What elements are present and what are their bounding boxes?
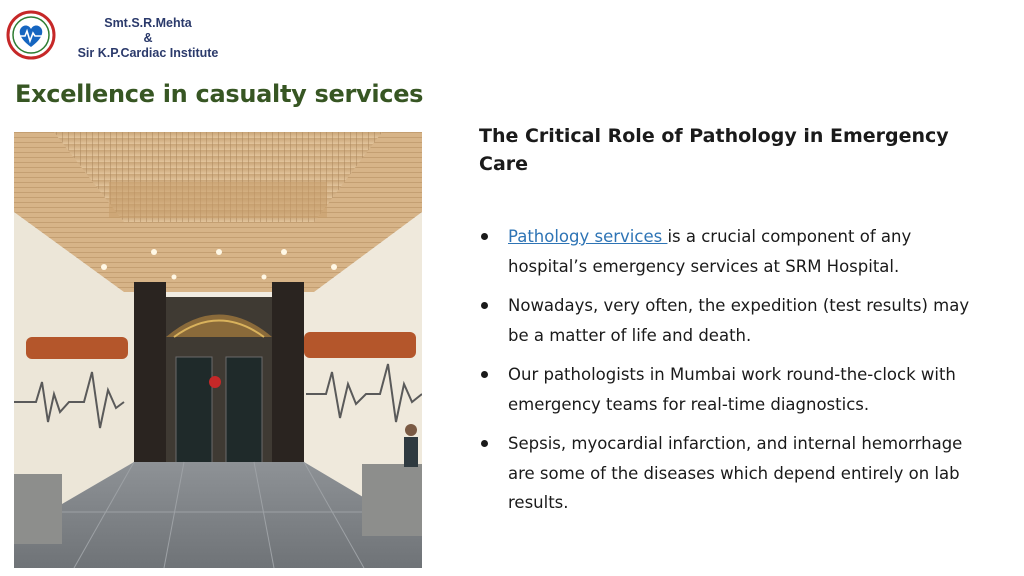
list-item	[478, 360, 978, 419]
institute-logo	[6, 10, 226, 62]
bullet-dot-icon	[481, 371, 488, 378]
logo-line-1: Smt.S.R.Mehta	[104, 16, 192, 30]
content-heading: The Critical Role of Pathology in Emergency Care	[479, 125, 949, 175]
bullet-text: Our pathologists in Mumbai work round-the-clock with emergency teams for real-time diagnostics.	[508, 365, 956, 414]
list-item	[478, 291, 978, 350]
bullet-dot-icon	[481, 302, 488, 309]
heart-emblem-icon	[6, 10, 56, 60]
bullet-text: Sepsis, myocardial infarction, and internal hemorrhage are some of the diseases which depend entirely on lab results.	[508, 434, 963, 512]
bullet-list	[478, 222, 978, 528]
pathology-services-link[interactable]: Pathology services	[508, 227, 668, 246]
bullet-text: is a crucial component of any hospital’s emergency services at SRM Hospital.	[508, 227, 912, 276]
list-item	[478, 429, 978, 518]
logo-text	[68, 16, 228, 61]
list-item	[478, 222, 978, 281]
logo-line-3: Sir K.P.Cardiac Institute	[77, 46, 219, 60]
slide-title: Excellence in casualty services	[15, 80, 424, 108]
hospital-entrance-photo	[14, 132, 422, 568]
bullet-text: Nowadays, very often, the expedition (test results) may be a matter of life and death.	[508, 296, 970, 345]
bullet-dot-icon	[481, 233, 488, 240]
bullet-dot-icon	[481, 440, 488, 447]
logo-line-2: &	[143, 31, 153, 45]
entrance-illustration	[14, 132, 422, 568]
